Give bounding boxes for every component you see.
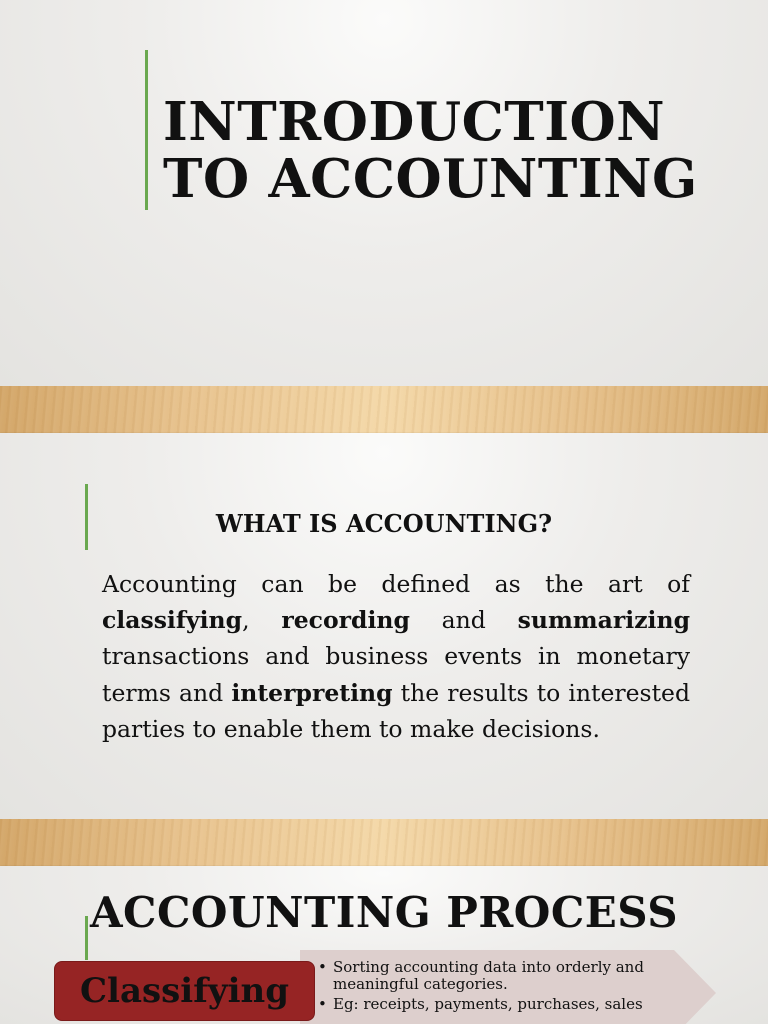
definition-text: and bbox=[409, 606, 518, 635]
definition-term: interpreting bbox=[231, 678, 393, 707]
process-step-box bbox=[54, 961, 315, 1021]
slide-definition bbox=[0, 433, 768, 819]
bullet-text: Eg: receipts, payments, purchases, sales bbox=[333, 995, 643, 1013]
list-item bbox=[318, 996, 698, 1013]
definition-text: the results to interested parties to enable them to make decisions. bbox=[102, 678, 690, 743]
bullet-text: Sorting accounting data into orderly and meaningful categories. bbox=[333, 958, 644, 993]
process-step-label: Classifying bbox=[80, 971, 289, 1011]
slide-intro bbox=[0, 0, 768, 386]
slide-process bbox=[0, 866, 768, 1024]
slide-title bbox=[163, 91, 743, 210]
title-line-2: TO ACCOUNTING bbox=[163, 148, 698, 210]
definition-term: classifying bbox=[102, 606, 243, 635]
slide-heading: WHAT IS ACCOUNTING? bbox=[215, 509, 553, 538]
accent-bar bbox=[145, 50, 148, 210]
slide-heading: ACCOUNTING PROCESS bbox=[89, 888, 679, 937]
list-item bbox=[318, 959, 698, 993]
definition-term: summarizing bbox=[517, 606, 690, 635]
process-bullet-list bbox=[318, 959, 698, 1016]
title-line-1: INTRODUCTION bbox=[163, 91, 666, 153]
definition-paragraph bbox=[102, 566, 690, 747]
definition-term: recording bbox=[281, 606, 410, 635]
bullet-icon: • bbox=[318, 958, 327, 976]
wood-divider bbox=[0, 386, 768, 433]
definition-text: Accounting can be defined as the art of bbox=[102, 570, 690, 598]
wood-divider bbox=[0, 819, 768, 866]
definition-text: , bbox=[242, 606, 282, 635]
bullet-icon: • bbox=[318, 995, 327, 1013]
definition-text: transactions and business events in monetary terms and bbox=[102, 642, 690, 707]
